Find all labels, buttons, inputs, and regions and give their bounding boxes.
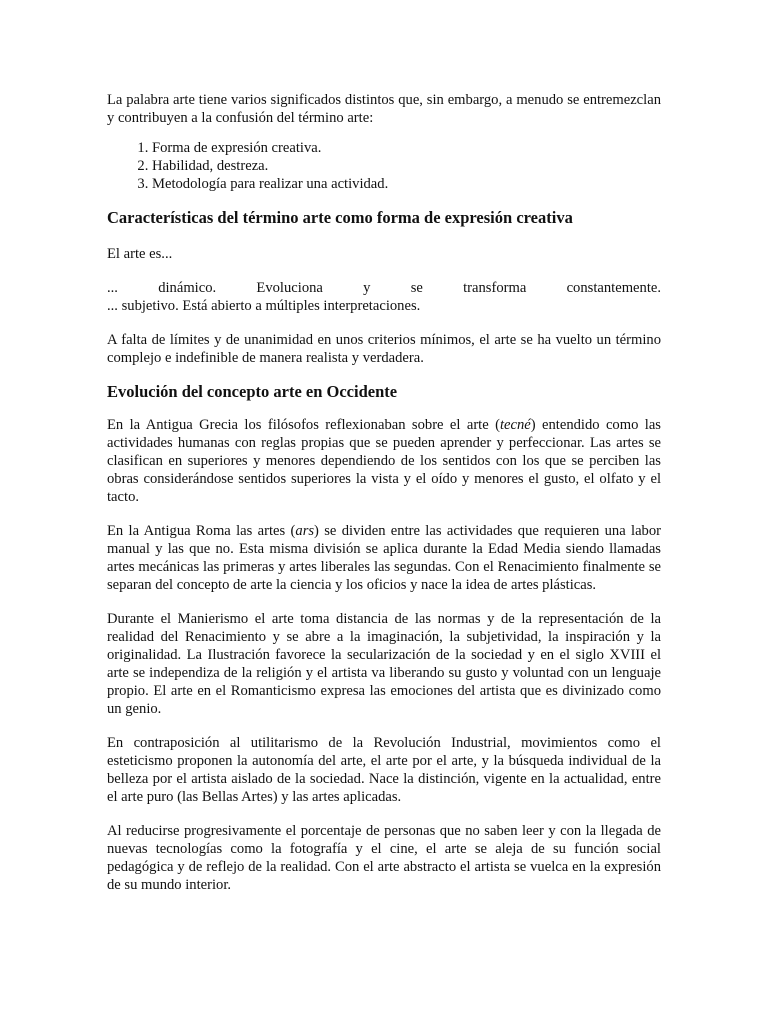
word: y [363,280,371,296]
word: ... [107,280,118,296]
text-run: En la Antigua Roma las artes ( [107,523,296,539]
intro-paragraph: La palabra arte tiene varios significados distintos que, sin embargo, a menudo se entremezclan y contribuyen a la confusión del término arte: [107,92,661,126]
mannerism-paragraph: Durante el Manierismo el arte toma distancia de las normas y de la representación de la realidad del Renacimiento y se abre a la imaginación, la subjetividad, la inspiración y la originalidad. La Ilustración favorece la secularización de la sociedad y en el siglo XVIII el arte se independiza de la religión y el artista va liberando su gusto y voluntad con un lenguaje propio. El arte en el Romanticismo expresa las emociones del artista que es divinizado como un genio. [107,611,661,717]
abstract-paragraph: Al reducirse progresivamente el porcentaje de personas que no saben leer y con la llegada de nuevas tecnologías como la fotografía y el cine, el arte se aleja de su función social pedagógica y de reflejo de la realidad. Con el arte abstracto el artista se vuelca en la expresión de su mundo interior. [107,823,661,893]
limits-paragraph: A falta de límites y de unanimidad en unos criterios mínimos, el arte se ha vuelto un término complejo e indefinible de manera realista y verdadera. [107,332,661,366]
list-item: 2. Habilidad, destreza. [152,157,661,175]
word: Evoluciona [256,280,323,296]
word: se [410,280,423,296]
section-heading-evolution: Evolución del concepto arte en Occidente [107,382,398,401]
text-run: ) se dividen entre las actividades que requieren una labor manual y las que no. Esta misma división se aplica durante la Edad Media siendo llamadas artes mecánicas las primeras y artes liberales las segundas. Con el Renacimiento finalmente se separan del concepto de arte la ciencia y los oficios y nace la idea de artes plásticas. [107,523,662,593]
rome-paragraph [107,522,661,594]
subjective-line: ... subjetivo. Está abierto a múltiples interpretaciones. [107,298,421,314]
tecne-term: tecné [499,417,531,433]
ars-term: ars [295,523,315,539]
section-heading-characteristics: Características del término arte como forma de expresión creativa [107,208,573,227]
text-run: En la Antigua Grecia los filósofos reflexionaban sobre el arte ( [107,417,500,433]
list-item: 3. Metodología para realizar una actividad. [152,175,661,193]
greece-paragraph [107,416,661,506]
word: transforma [463,280,527,296]
word: constantemente. [566,280,661,296]
text-run: ) entendido como las actividades humanas con reglas propias que se pueden aprender y perfeccionar. Las artes se clasifican en superiores y menores dependiendo de los sentidos con los que se perciben las obras considerándose sentidos superiores la vista y el oído y menores el gusto, el olfato y el tacto. [107,417,661,505]
meanings-list [107,139,661,193]
list-item: 1. Forma de expresión creativa. [152,139,661,157]
dynamic-line [107,279,661,297]
industrial-paragraph: En contraposición al utilitarismo de la Revolución Industrial, movimientos como el esteticismo proponen la autonomía del arte, el arte por el arte, y la búsqueda individual de la belleza por el artista aislado de la sociedad. Nace la distinción, vigente en la actualidad, entre el arte puro (las Bellas Artes) y las artes aplicadas. [107,735,661,805]
art-is-lead: El arte es... [107,246,173,262]
word: dinámico. [158,280,217,296]
